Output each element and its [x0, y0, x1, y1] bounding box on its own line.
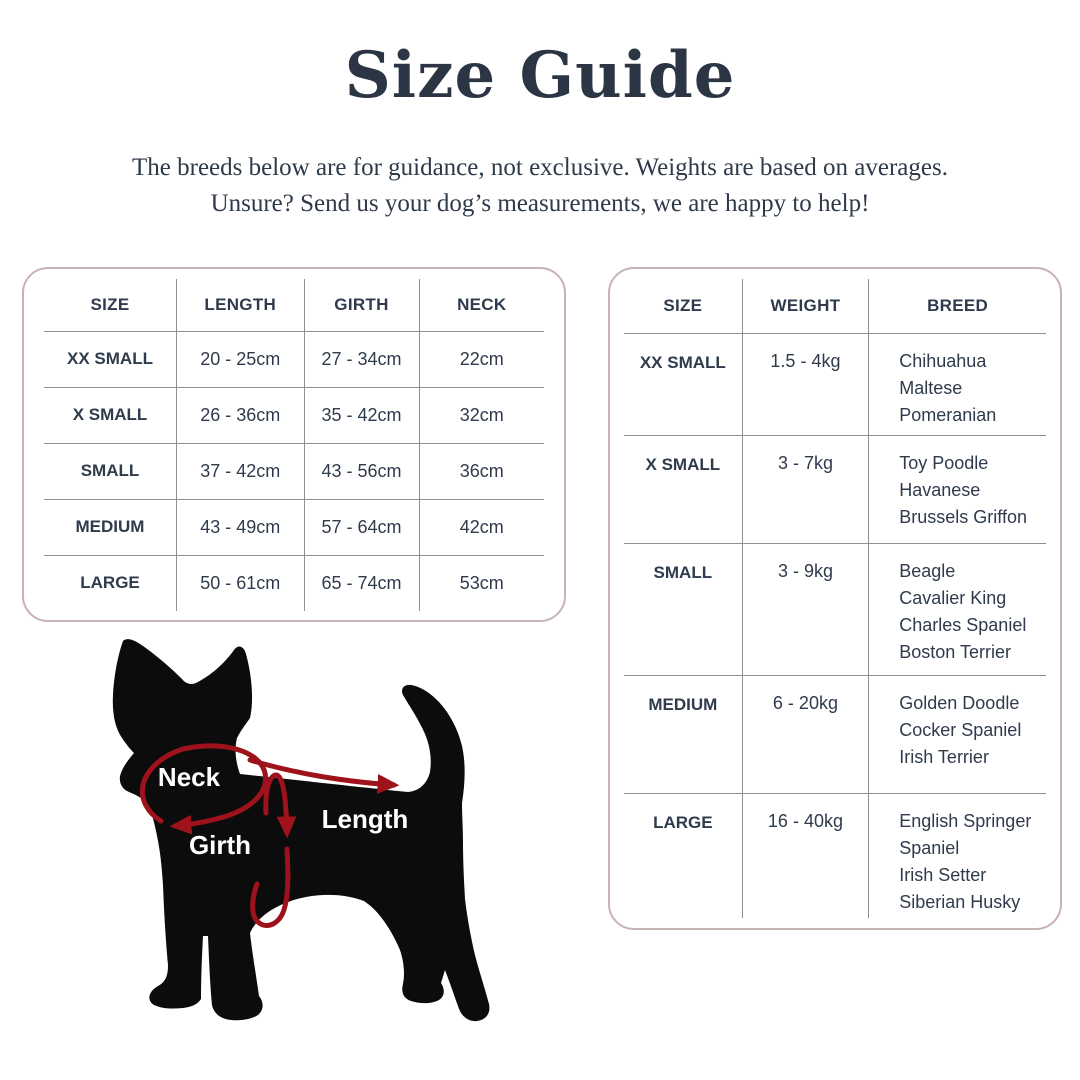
- breed-name-line: Brussels Griffon: [899, 506, 1027, 527]
- breed-table-row: [624, 543, 1046, 675]
- measurement-column-header: LENGTH: [177, 279, 305, 331]
- breed-table-header-row: [624, 279, 1046, 333]
- breed-name-line: Spaniel: [899, 837, 960, 858]
- breed-table-row: [624, 675, 1046, 793]
- subtitle-line-2: Unsure? Send us your dog’s measurements, we are happy to help!: [210, 190, 870, 217]
- length-label: Length: [321, 804, 409, 834]
- girth-label: Girth: [188, 830, 252, 860]
- size-value-cell: MEDIUM: [44, 499, 177, 555]
- length-value-cell: 26 - 36cm: [177, 387, 305, 443]
- dog-measurement-diagram: [88, 633, 520, 1065]
- size-value-cell: SMALL: [44, 443, 177, 499]
- measurement-table-header-row: [44, 279, 544, 331]
- weight-value-cell: 16 - 40kg: [742, 793, 869, 918]
- breed-table-row: [624, 333, 1046, 435]
- breed-name-line: Chihuahua: [899, 350, 987, 371]
- measurement-column-header: SIZE: [90, 294, 130, 314]
- size-value-cell: SMALL: [624, 543, 742, 675]
- breed-name-line: Golden Doodle: [899, 692, 1020, 713]
- neck-value-cell: 42cm: [419, 499, 544, 555]
- girth-value-cell: 65 - 74cm: [304, 555, 419, 611]
- breed-name-line: Cocker Spaniel: [899, 719, 1022, 740]
- neck-value-cell: 53cm: [419, 555, 544, 611]
- size-value-cell: X SMALL: [44, 387, 177, 443]
- measurement-column-header: GIRTH: [304, 279, 419, 331]
- girth-value-cell: 43 - 56cm: [304, 443, 419, 499]
- breed-name-line: Charles Spaniel: [899, 614, 1027, 635]
- breed-column-header: SIZE: [663, 295, 703, 315]
- girth-value-cell: 35 - 42cm: [304, 387, 419, 443]
- size-value-cell: X SMALL: [624, 435, 742, 543]
- measurement-table: [44, 279, 544, 611]
- breed-table-panel: [608, 267, 1062, 930]
- breed-name-line: Toy Poodle: [899, 452, 989, 473]
- breed-list-cell: [869, 793, 1046, 918]
- measurement-table-row: [44, 331, 544, 387]
- size-value-cell: LARGE: [624, 793, 742, 918]
- length-value-cell: 43 - 49cm: [177, 499, 305, 555]
- girth-value-cell: 27 - 34cm: [304, 331, 419, 387]
- size-value-cell: MEDIUM: [624, 675, 742, 793]
- page-subtitle: [0, 150, 1080, 222]
- breed-name-line: Pomeranian: [899, 404, 997, 425]
- weight-value-cell: 3 - 9kg: [742, 543, 869, 675]
- measurement-table-row: [44, 443, 544, 499]
- breed-list-cell: [869, 333, 1046, 435]
- neck-value-cell: 22cm: [419, 331, 544, 387]
- breed-column-header: WEIGHT: [742, 279, 869, 333]
- length-value-cell: 37 - 42cm: [177, 443, 305, 499]
- breed-name-line: Irish Terrier: [899, 746, 989, 767]
- breed-name-line: Boston Terrier: [899, 641, 1011, 662]
- breed-table-row: [624, 793, 1046, 918]
- measurement-table-row: [44, 555, 544, 611]
- breed-name-line: Beagle: [899, 560, 956, 581]
- weight-value-cell: 3 - 7kg: [742, 435, 869, 543]
- breed-table: [624, 279, 1046, 918]
- measurement-column-header: NECK: [419, 279, 544, 331]
- breed-list-cell: [869, 675, 1046, 793]
- breed-name-line: Havanese: [899, 479, 981, 500]
- breed-name-line: Cavalier King: [899, 587, 1007, 608]
- measurement-table-panel: [22, 267, 566, 622]
- measurement-table-row: [44, 387, 544, 443]
- breed-name-line: Irish Setter: [899, 864, 987, 885]
- breed-table-row: [624, 435, 1046, 543]
- neck-value-cell: 36cm: [419, 443, 544, 499]
- breed-name-line: Siberian Husky: [899, 891, 1021, 912]
- breed-list-cell: [869, 543, 1046, 675]
- weight-value-cell: 6 - 20kg: [742, 675, 869, 793]
- length-value-cell: 50 - 61cm: [177, 555, 305, 611]
- measurement-table-row: [44, 499, 544, 555]
- breed-list-cell: [869, 435, 1046, 543]
- subtitle-line-1: The breeds below are for guidance, not exclusive. Weights are based on averages.: [132, 154, 948, 181]
- size-value-cell: LARGE: [44, 555, 177, 611]
- breed-column-header: BREED: [869, 279, 1046, 333]
- length-value-cell: 20 - 25cm: [177, 331, 305, 387]
- size-value-cell: XX SMALL: [624, 333, 742, 435]
- size-value-cell: XX SMALL: [44, 331, 177, 387]
- breed-name-line: Maltese: [899, 377, 963, 398]
- breed-name-line: English Springer: [899, 810, 1032, 831]
- dog-diagram-svg: [88, 633, 520, 1065]
- dog-silhouette: [113, 639, 490, 1021]
- neck-label: Neck: [157, 762, 221, 792]
- page-title: Size Guide: [344, 38, 736, 113]
- weight-value-cell: 1.5 - 4kg: [742, 333, 869, 435]
- girth-value-cell: 57 - 64cm: [304, 499, 419, 555]
- neck-value-cell: 32cm: [419, 387, 544, 443]
